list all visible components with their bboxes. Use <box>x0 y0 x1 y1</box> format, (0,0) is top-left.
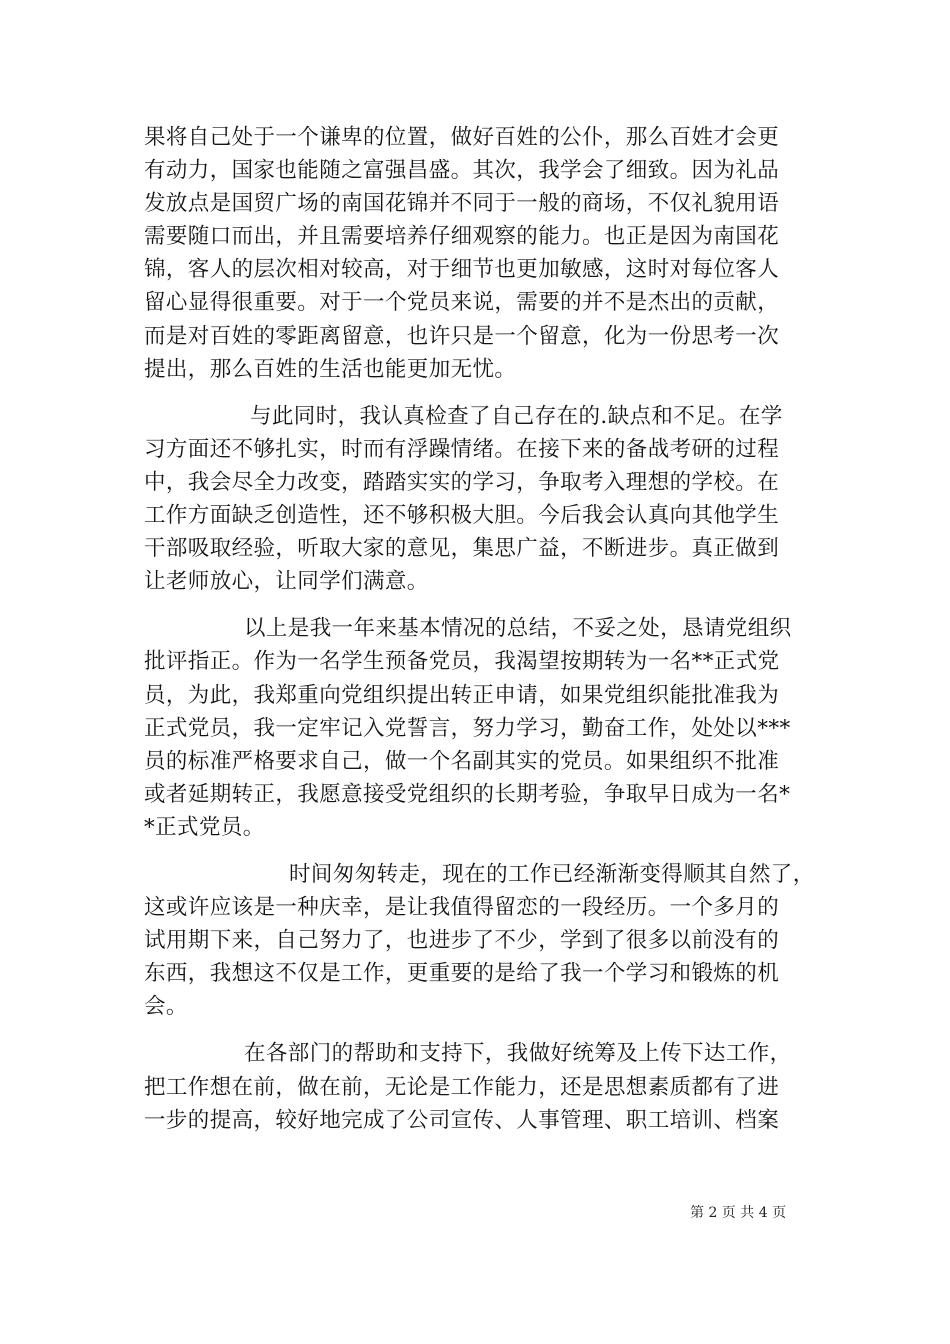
text-line: 东西，我想这不仅是工作，更重要的是给了我一个学习和锻炼的机 <box>144 961 780 987</box>
paragraph-1 <box>144 121 814 386</box>
text-line: 批评指正。作为一名学生预备党员，我渴望按期转为一名**正式党 <box>144 649 780 675</box>
text-line: 让老师放心，让同学们满意。 <box>144 569 429 595</box>
body-text <box>144 121 814 1137</box>
paragraph-2 <box>144 400 814 599</box>
text-line: 这或许应该是一种庆幸，是让我值得留恋的一段经历。一个多月的 <box>144 895 780 921</box>
text-line: 锦，客人的层次相对较高，对于细节也更加敏感，这时对每位客人 <box>144 257 780 283</box>
text-line: 会。 <box>144 994 188 1020</box>
text-line: 提出，那么百姓的生活也能更加无忧。 <box>144 356 517 382</box>
text-line: 干部吸取经验，听取大家的意见，集思广益，不断进步。真正做到 <box>144 536 780 562</box>
text-line: 工作方面缺乏创造性，还不够积极大胆。今后我会认真向其他学生 <box>144 503 780 529</box>
text-line: 留心显得很重要。对于一个党员来说，需要的并不是杰出的贡献， <box>144 290 780 316</box>
text-line: 发放点是国贸广场的南国花锦并不同于一般的商场，不仅礼貌用语 <box>144 191 780 217</box>
text-line: 时间匆匆转走，现在的工作已经渐渐变得顺其自然了， <box>289 861 815 887</box>
text-line: 习方面还不够扎实，时而有浮躁情绪。在接下来的备战考研的过程 <box>144 436 780 462</box>
text-line: 员的标准严格要求自己，做一个名副其实的党员。如果组织不批准 <box>144 748 780 774</box>
text-line: 果将自己处于一个谦卑的位置，做好百姓的公仆，那么百姓才会更 <box>144 125 780 150</box>
text-line: 试用期下来，自己努力了，也进步了不少，学到了很多以前没有的 <box>144 928 780 954</box>
text-line: 在各部门的帮助和支持下，我做好统筹及上传下达工作， <box>244 1041 792 1067</box>
paragraph-5 <box>144 1037 814 1136</box>
text-line: 有动力，国家也能随之富强昌盛。其次，我学会了细致。因为礼品 <box>144 158 780 184</box>
text-line: 把工作想在前，做在前，无论是工作能力，还是思想素质都有了进 <box>144 1074 780 1100</box>
text-line: 员，为此，我郑重向党组织提出转正申请，如果党组织能批准我为 <box>144 682 780 708</box>
paragraph-4 <box>144 858 814 1023</box>
page-number: 第 2 页 共 4 页 <box>690 1205 787 1221</box>
text-line: 一步的提高，较好地完成了公司宣传、人事管理、职工培训、档案 <box>144 1107 780 1133</box>
paragraph-3 <box>144 612 814 844</box>
text-line: 与此同时，我认真检查了自己存在的.缺点和不足。在学 <box>250 403 783 429</box>
text-line: *正式党员。 <box>144 814 265 840</box>
text-line: 中，我会尽全力改变，踏踏实实的学习，争取考入理想的学校。在 <box>144 469 780 495</box>
text-line: 而是对百姓的零距离留意，也许只是一个留意，化为一份思考一次 <box>144 323 780 349</box>
text-line: 或者延期转正，我愿意接受党组织的长期考验，争取早日成为一名* <box>144 781 791 807</box>
text-line: 正式党员，我一定牢记入党誓言，努力学习，勤奋工作，处处以*** <box>144 715 791 741</box>
text-line: 以上是我一年来基本情况的总结，不妥之处，恳请党组织 <box>244 616 792 642</box>
text-line: 需要随口而出，并且需要培养仔细观察的能力。也正是因为南国花 <box>144 224 780 250</box>
